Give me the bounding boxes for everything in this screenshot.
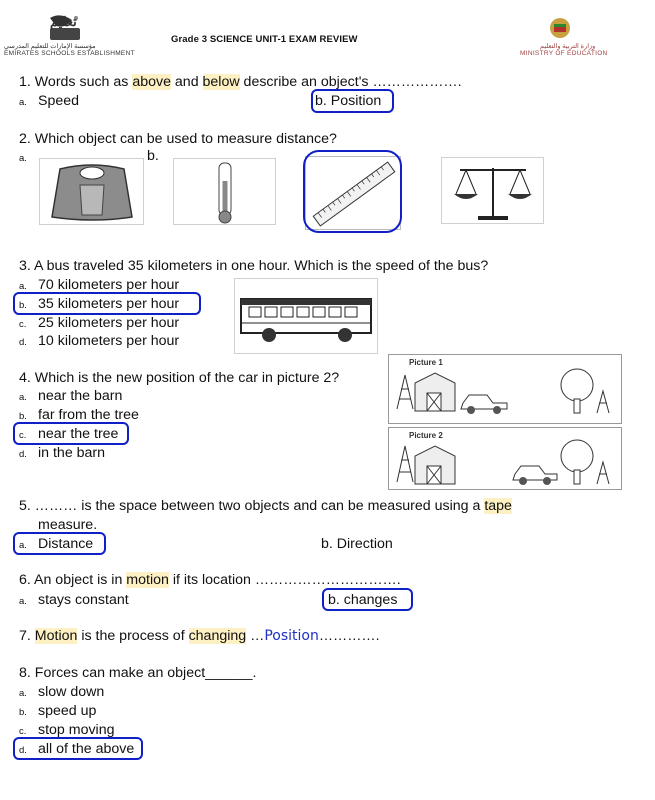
question-3: [19, 258, 488, 275]
bus-image: [234, 278, 378, 354]
q3-option-d[interactable]: [19, 333, 179, 351]
option-letter: c.: [19, 726, 27, 737]
q4-option-d[interactable]: [19, 445, 105, 463]
question-text: A bus traveled 35 kilometers in one hour. Which is the speed of the bus?: [34, 258, 489, 274]
question-text: Which object can be used to measure distance?: [34, 131, 337, 147]
q8-option-a[interactable]: [19, 684, 104, 702]
question-number: 5.: [19, 498, 31, 514]
moe-name-en: MINISTRY OF EDUCATION: [520, 50, 608, 57]
question-number: 3.: [19, 258, 31, 274]
option-text: Distance: [38, 536, 94, 552]
option-text: Speed: [38, 93, 80, 109]
question-text: if its location ………………………….: [168, 572, 401, 588]
option-text: speed up: [38, 703, 97, 719]
question-text: …: [246, 628, 265, 644]
option-text: near the barn: [38, 388, 123, 404]
option-text: near the tree: [38, 426, 119, 442]
option-text: 10 kilometers per hour: [38, 333, 180, 349]
q2-option-a-scale[interactable]: [39, 158, 144, 225]
picture-2: [388, 427, 622, 490]
option-text: stop moving: [38, 722, 115, 738]
question-4: [19, 370, 339, 387]
bathroom-scale-icon: [40, 159, 145, 226]
q6-option-a[interactable]: [19, 592, 129, 610]
highlight-word: tape: [484, 498, 512, 514]
question-number: 1.: [19, 74, 31, 90]
option-letter: b.: [19, 411, 27, 422]
highlight-word: changing: [188, 628, 247, 644]
question-text: ……… is the space between two objects and can be measured using a: [34, 498, 485, 514]
page-title: Grade 3 SCIENCE UNIT-1 EXAM REVIEW: [171, 34, 358, 45]
handwritten-answer: Position: [264, 628, 319, 644]
option-text: all of the above: [38, 741, 135, 757]
ese-logo-text: تعليم: [50, 14, 77, 29]
option-letter: a.: [19, 281, 27, 292]
question-text: is the process of: [77, 628, 189, 644]
question-number: 6.: [19, 572, 31, 588]
option-letter: c.: [19, 319, 27, 330]
moe-emblem: [548, 16, 572, 40]
q8-option-b[interactable]: [19, 703, 96, 721]
option-letter: d.: [19, 449, 27, 460]
option-text: 70 kilometers per hour: [38, 277, 180, 293]
question-text: Forces can make an object______.: [34, 665, 257, 681]
picture-1-label: Picture 1: [409, 358, 443, 367]
falcon-emblem-icon: [548, 16, 572, 40]
option-text: b. changes: [328, 592, 398, 608]
answer-circle: [13, 532, 106, 555]
bus-icon: [235, 279, 379, 355]
question-text: describe an object's ……………….: [239, 74, 462, 90]
question-5-line-2: measure.: [38, 517, 98, 533]
question-text: Words such as: [34, 74, 133, 90]
option-text: b. Position: [315, 93, 382, 109]
question-7: [19, 628, 380, 645]
thermometer-icon: [174, 159, 277, 226]
question-2: [19, 131, 337, 148]
q2-option-b-thermometer[interactable]: [173, 158, 276, 225]
question-1: [19, 74, 462, 91]
question-text: An object is in: [34, 572, 127, 588]
option-letter: a.: [19, 596, 27, 607]
option-letter: b.: [19, 707, 27, 718]
picture-2-label: Picture 2: [409, 431, 443, 440]
answer-circle: [303, 150, 402, 233]
option-text: far from the tree: [38, 407, 139, 423]
question-number: 8.: [19, 665, 31, 681]
moe-name-ar: وزارة التربية والتعليم: [540, 43, 596, 50]
ese-name-ar: مؤسسة الإمارات للتعليم المدرسي: [4, 43, 96, 50]
question-number: 2.: [19, 131, 31, 147]
answer-circle: [13, 737, 143, 760]
question-5: [19, 498, 512, 515]
option-text: 25 kilometers per hour: [38, 315, 180, 331]
option-letter: a.: [19, 97, 27, 108]
highlight-word: below: [202, 74, 240, 90]
highlight-word: above: [132, 74, 171, 90]
question-number: 7.: [19, 628, 31, 644]
q2-option-a-letter: a.: [19, 153, 27, 164]
option-letter: a.: [19, 392, 27, 403]
option-text: slow down: [38, 684, 105, 700]
option-letter: a.: [19, 540, 27, 551]
question-8: [19, 665, 256, 682]
option-letter: d.: [19, 337, 27, 348]
option-text: 35 kilometers per hour: [38, 296, 180, 312]
highlight-word: motion: [126, 572, 169, 588]
option-text: b. Direction: [321, 536, 393, 552]
picture-1: [388, 354, 622, 424]
q5-option-b[interactable]: [321, 536, 393, 553]
q2-option-b-letter: b.: [147, 148, 159, 164]
question-text: and: [170, 74, 203, 90]
option-letter: a.: [19, 688, 27, 699]
q1-option-a[interactable]: [19, 93, 79, 111]
answer-circle: [13, 292, 201, 315]
q4-option-a[interactable]: [19, 388, 122, 406]
option-letter: b.: [19, 300, 27, 311]
question-number: 4.: [19, 370, 31, 386]
question-text: Which is the new position of the car in picture 2?: [34, 370, 340, 386]
answer-circle: [322, 588, 413, 611]
answer-circle: [13, 422, 129, 445]
answer-circle: [311, 89, 394, 113]
balance-scale-icon: [442, 158, 545, 225]
q2-option-d-balance[interactable]: [441, 157, 544, 224]
option-text: in the barn: [38, 445, 106, 461]
question-6: [19, 572, 401, 589]
q3-option-c[interactable]: [19, 315, 179, 333]
ese-name-en: EMIRATES SCHOOLS ESTABLISHMENT: [4, 50, 135, 57]
option-letter: c.: [19, 430, 27, 441]
highlight-word: Motion: [34, 628, 78, 644]
question-text: ………….: [318, 628, 380, 644]
option-letter: d.: [19, 745, 27, 756]
option-text: stays constant: [38, 592, 129, 608]
